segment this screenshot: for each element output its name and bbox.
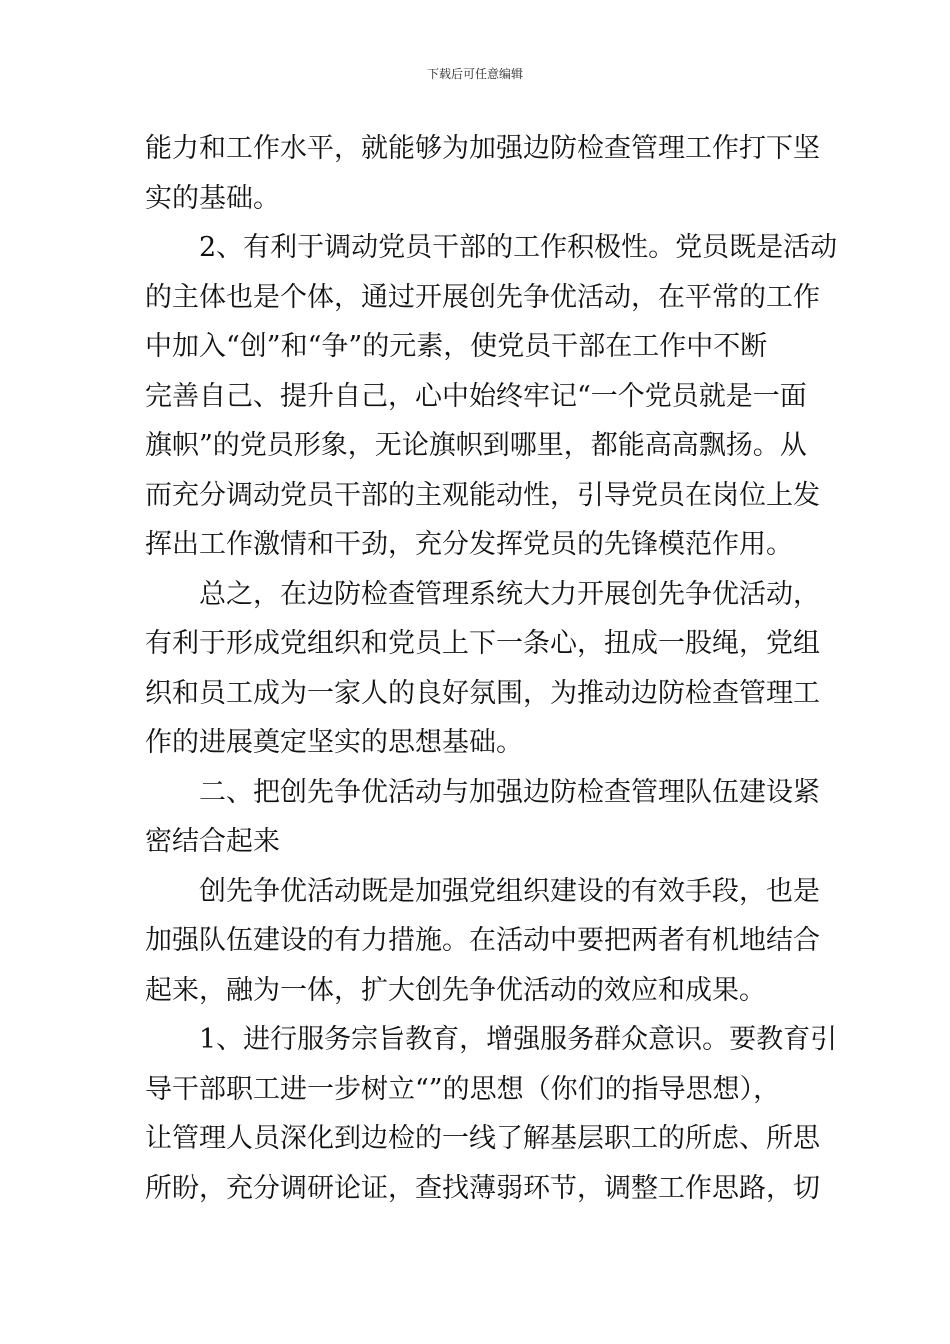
- text-line: 能力和工作水平，就能够为加强边防检查管理工作打下坚: [145, 133, 820, 164]
- text-line: 导干部职工进一步树立“”的思想（你们的指导思想），: [145, 1073, 781, 1105]
- text-line: 加强队伍建设的有力措施。在活动中要把两者有机地结合: [145, 925, 820, 956]
- text-line: 所盼，充分调研论证，查找薄弱环节，调整工作思路，切: [145, 1172, 820, 1204]
- text-line: 起来，融为一体，扩大创先争优活动的效应和成果。: [145, 974, 766, 1006]
- text-line: 挥出工作激情和干劲，充分发挥党员的先锋模范作用。: [145, 529, 793, 560]
- text-line: 织和员工成为一家人的良好氛围，为推动边防检查管理工: [145, 677, 820, 709]
- text-line: 有利于形成党组织和党员上下一条心，扭成一股绳，党组: [145, 628, 820, 659]
- document-body: [145, 124, 838, 1213]
- text-line: 而充分调动党员干部的主观能动性，引导党员在岗位上发: [145, 479, 820, 511]
- text-line: 旗帜”的党员形象，无论旗帜到哪里，都能高高飘扬。从: [145, 430, 807, 461]
- text-line: 中加入“创”和“争”的元素，使党员干部在工作中不断: [145, 331, 768, 362]
- text-line: 2、有利于调动党员干部的工作积极性。党员既是活动: [199, 232, 838, 263]
- text-line: 创先争优活动既是加强党组织建设的有效手段，也是: [199, 875, 820, 907]
- text-line: 完善自己、提升自己，心中始终牢记“一个党员就是一面: [145, 380, 807, 412]
- header-note: 下载后可任意编辑: [426, 67, 523, 81]
- text-line: 让管理人员深化到边检的一线了解基层职工的所虑、所思: [145, 1123, 820, 1154]
- text-line: 作的进展奠定坚实的思想基础。: [145, 727, 523, 758]
- text-line: 二、把创先争优活动与加强边防检查管理队伍建设紧: [199, 776, 820, 808]
- text-line: 密结合起来: [145, 826, 280, 857]
- text-line: 的主体也是个体，通过开展创先争优活动，在平常的工作: [145, 281, 820, 313]
- text-line: 实的基础。: [145, 182, 280, 214]
- text-line: 1、进行服务宗旨教育，增强服务群众意识。要教育引: [199, 1024, 838, 1055]
- text-line: 总之，在边防检查管理系统大力开展创先争优活动，: [199, 578, 820, 610]
